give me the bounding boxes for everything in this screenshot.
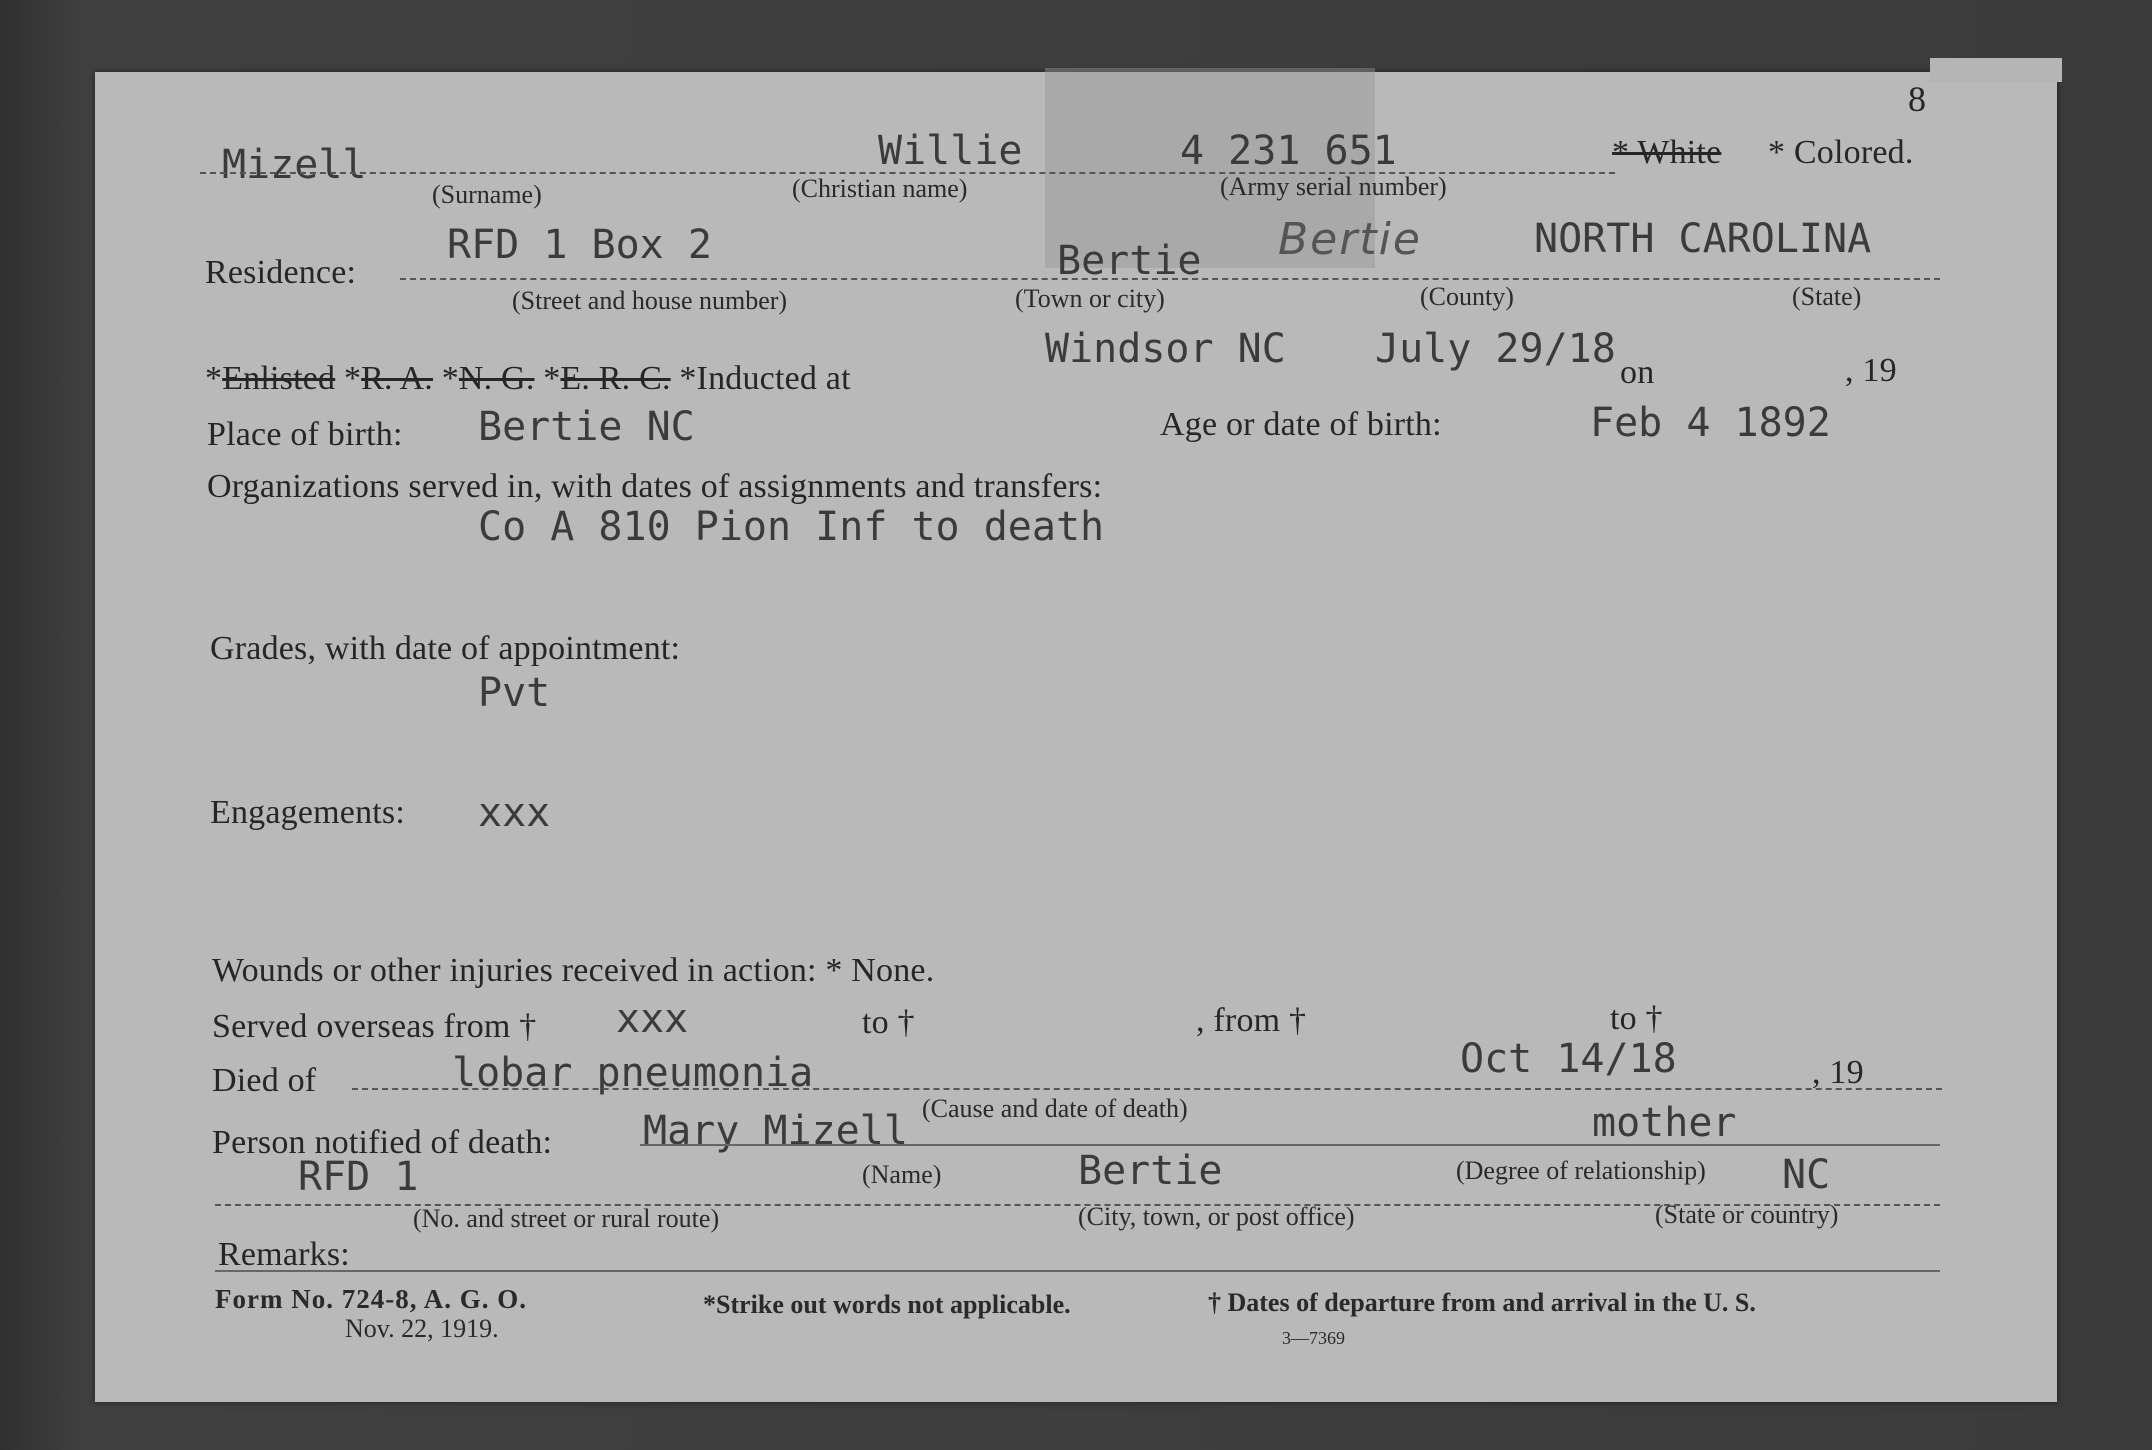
- notified-city-value: Bertie: [1078, 1148, 1223, 1194]
- inducted-place-value: Windsor NC: [1045, 326, 1286, 372]
- overseas-from2-label: , from †: [1196, 1002, 1307, 1039]
- serial-number-label: (Army serial number): [1220, 172, 1447, 201]
- wounds-value: * None.: [825, 952, 935, 989]
- death-cause-label: (Cause and date of death): [922, 1094, 1188, 1123]
- notified-relationship-value: mother: [1592, 1100, 1737, 1146]
- birth-place-value: Bertie NC: [478, 404, 695, 450]
- notified-street-label: (No. and street or rural route): [413, 1204, 720, 1233]
- notified-name-label: (Name): [862, 1160, 942, 1189]
- card-number: 8: [1908, 79, 1927, 119]
- dates-note: † Dates of departure from and arrival in the U. S.: [1208, 1288, 1756, 1317]
- form-number: Form No. 724-8, A. G. O.: [215, 1284, 527, 1314]
- white-label: * White: [1612, 134, 1722, 171]
- erc-star: *: [543, 360, 561, 397]
- ra-star: *: [343, 360, 362, 397]
- birth-place-label: Place of birth:: [207, 416, 403, 453]
- enlistment-line: [205, 360, 851, 398]
- street-label: (Street and house number): [512, 286, 788, 315]
- relationship-label: (Degree of relationship): [1456, 1156, 1706, 1185]
- remarks-line: [215, 1270, 1940, 1272]
- ng-label: N. G.: [458, 360, 535, 397]
- town-label: (Town or city): [1015, 284, 1165, 313]
- overseas-from-label: Served overseas from †: [212, 1008, 537, 1045]
- card-top-edge: [1930, 58, 2062, 82]
- county-label: (County): [1420, 282, 1514, 311]
- notified-name-value: Mary Mizell: [643, 1108, 908, 1154]
- residence-county-value: Bertie: [1278, 214, 1422, 265]
- serial-number-value: 4 231 651: [1180, 128, 1397, 174]
- residence-label: Residence:: [205, 254, 357, 291]
- engagements-value: xxx: [478, 790, 551, 836]
- death-cause-value: lobar pneumonia: [452, 1050, 814, 1096]
- on-label: on: [1620, 354, 1655, 391]
- notified-street-value: RFD 1: [298, 1154, 419, 1200]
- surname-value: Mizell: [222, 142, 367, 188]
- grades-value: Pvt: [478, 670, 551, 716]
- print-code: 3—7369: [1282, 1328, 1345, 1348]
- grades-label: Grades, with date of appointment:: [210, 630, 681, 667]
- enlistment-year-label: , 19: [1845, 352, 1897, 389]
- overseas-to-label: to †: [862, 1004, 915, 1041]
- strike-note: *Strike out words not applicable.: [703, 1290, 1071, 1319]
- birth-date-value: Feb 4 1892: [1590, 400, 1831, 446]
- residence-town-value: Bertie: [1057, 238, 1202, 284]
- ng-star: *: [441, 360, 459, 397]
- form-date: Nov. 22, 1919.: [345, 1314, 499, 1343]
- death-line: [352, 1088, 1942, 1090]
- organizations-label: Organizations served in, with dates of assignments and transfers:: [207, 468, 1103, 505]
- overseas-from-value: xxx: [616, 996, 689, 1042]
- wounds-label: Wounds or other injuries received in action:: [212, 952, 817, 989]
- engagements-label: Engagements:: [210, 794, 406, 831]
- enlisted-star: *: [205, 360, 223, 397]
- wounds-line: [212, 952, 934, 990]
- organizations-value: Co A 810 Pion Inf to death: [478, 504, 1105, 550]
- notified-state-label: (State or country): [1655, 1200, 1839, 1229]
- enlisted-label: Enlisted: [222, 360, 336, 397]
- colored-label: * Colored.: [1768, 134, 1914, 171]
- christian-name-label: (Christian name): [792, 174, 968, 203]
- notified-label: Person notified of death:: [212, 1124, 553, 1161]
- notified-state-value: NC: [1782, 1152, 1831, 1198]
- state-label: (State): [1792, 282, 1862, 311]
- death-year-label: , 19: [1812, 1054, 1864, 1091]
- inducted-date-value: July 29/18: [1375, 326, 1616, 372]
- surname-label: (Surname): [432, 180, 542, 209]
- residence-line: [400, 278, 1940, 280]
- remarks-label: Remarks:: [218, 1236, 350, 1273]
- overseas-to2-label: to †: [1610, 1000, 1663, 1037]
- christian-name-value: Willie: [878, 128, 1023, 174]
- residence-state-value: NORTH CAROLINA: [1534, 216, 1872, 262]
- notified-line: [640, 1144, 1940, 1146]
- ra-label: R. A.: [361, 360, 433, 397]
- birth-date-label: Age or date of birth:: [1160, 406, 1442, 443]
- erc-label: E. R. C.: [560, 360, 671, 397]
- death-date-value: Oct 14/18: [1460, 1036, 1677, 1082]
- died-label: Died of: [212, 1062, 317, 1099]
- residence-street-value: RFD 1 Box 2: [447, 222, 712, 268]
- inducted-label: *Inducted at: [679, 360, 851, 397]
- notified-city-label: (City, town, or post office): [1078, 1202, 1355, 1231]
